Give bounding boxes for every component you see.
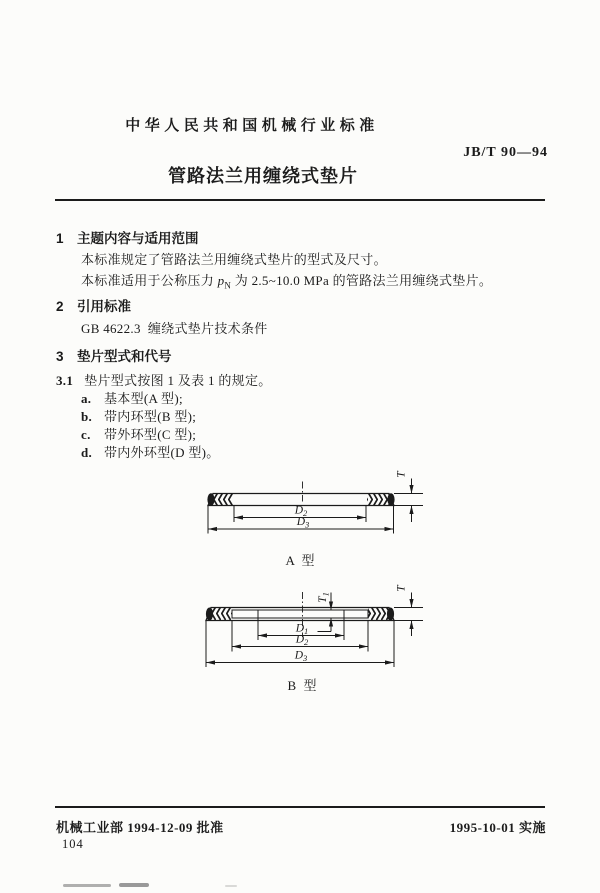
section-2-number: 2 xyxy=(56,299,64,314)
section-1-number: 1 xyxy=(56,231,64,246)
winding-end-cap-left xyxy=(207,493,214,505)
list-item-c xyxy=(81,424,196,443)
dim-label-t: T xyxy=(395,585,408,592)
dim-label-d1: $D_1$ xyxy=(295,622,309,636)
dim-label-t: T xyxy=(395,471,408,478)
scan-smudge xyxy=(225,885,237,887)
figure-gasket-type-b xyxy=(180,578,440,700)
list-item-c-label: c. xyxy=(81,427,91,442)
dim-label-d2: $D_2$ xyxy=(294,504,308,518)
list-item-b-label: b. xyxy=(81,409,93,424)
dim-label-d3: $D_3$ xyxy=(294,649,308,663)
standard-code: JB/T 90—94 xyxy=(463,145,548,160)
list-item-d-label: d. xyxy=(81,445,93,460)
figure-a-caption: A 型 xyxy=(285,553,317,568)
pressure-symbol: p xyxy=(217,273,225,288)
winding-end-cap-left xyxy=(206,608,213,621)
section-3-title: 垫片型式和代号 xyxy=(77,349,172,364)
gasket-cross-section-a xyxy=(207,482,394,506)
standard-title: 中华人民共和国机械行业标准 xyxy=(125,117,379,134)
paragraph-scope-2-before: 本标准适用于公称压力 xyxy=(81,273,218,288)
approval-note: 机械工业部 1994-12-09 批准 xyxy=(56,820,224,835)
footer-rule xyxy=(55,806,545,808)
section-3-heading xyxy=(56,345,172,365)
scan-smudge xyxy=(63,884,111,887)
list-item-d-text: 带内外环型(D 型)。 xyxy=(104,445,220,460)
document-title: 管路法兰用缠绕式垫片 xyxy=(168,166,358,186)
list-item-a-label: a. xyxy=(81,391,92,406)
winding-hatch-right xyxy=(367,494,390,506)
list-item-a xyxy=(81,388,183,407)
scan-smudge xyxy=(119,883,149,887)
list-item-c-text: 带外环型(C 型); xyxy=(104,427,197,442)
section-2-title: 引用标准 xyxy=(77,299,131,314)
section-1-title: 主题内容与适用范围 xyxy=(77,231,199,246)
list-item-b-text: 带内环型(B 型); xyxy=(104,409,197,424)
winding-end-cap-right xyxy=(387,493,394,505)
section-1-heading xyxy=(56,227,199,247)
subsection-3-1 xyxy=(56,370,272,389)
list-item-a-text: 基本型(A 型); xyxy=(104,391,183,406)
paragraph-scope-1: 本标准规定了管路法兰用缠绕式垫片的型式及尺寸。 xyxy=(81,252,387,267)
referenced-standard: GB 4622.3 缠绕式垫片技术条件 xyxy=(81,321,268,336)
figure-b-caption: B 型 xyxy=(287,678,319,693)
section-2-heading xyxy=(56,295,131,315)
subsection-3-1-text: 垫片型式按图 1 及表 1 的规定。 xyxy=(84,373,272,388)
winding-end-cap-right xyxy=(387,608,394,621)
dimension-t-b xyxy=(394,584,423,636)
paragraph-scope-2 xyxy=(81,270,492,291)
subsection-3-1-number: 3.1 xyxy=(56,373,74,388)
pressure-symbol-subscript: N xyxy=(224,280,232,291)
dim-label-d2: $D_2$ xyxy=(295,633,309,647)
section-3-number: 3 xyxy=(56,349,64,364)
paragraph-scope-2-after: 为 2.5~10.0 MPa 的管路法兰用缠绕式垫片。 xyxy=(231,273,493,288)
implementation-note: 1995-10-01 实施 xyxy=(449,820,546,835)
dim-label-d3: $D_3$ xyxy=(296,516,310,530)
dim-label-t1: $T_1$ xyxy=(317,592,331,603)
dimension-t-a xyxy=(394,470,423,522)
list-item-b xyxy=(81,406,196,425)
header-rule xyxy=(55,199,545,201)
figure-gasket-type-a xyxy=(180,455,440,575)
page-number: 104 xyxy=(62,837,84,851)
